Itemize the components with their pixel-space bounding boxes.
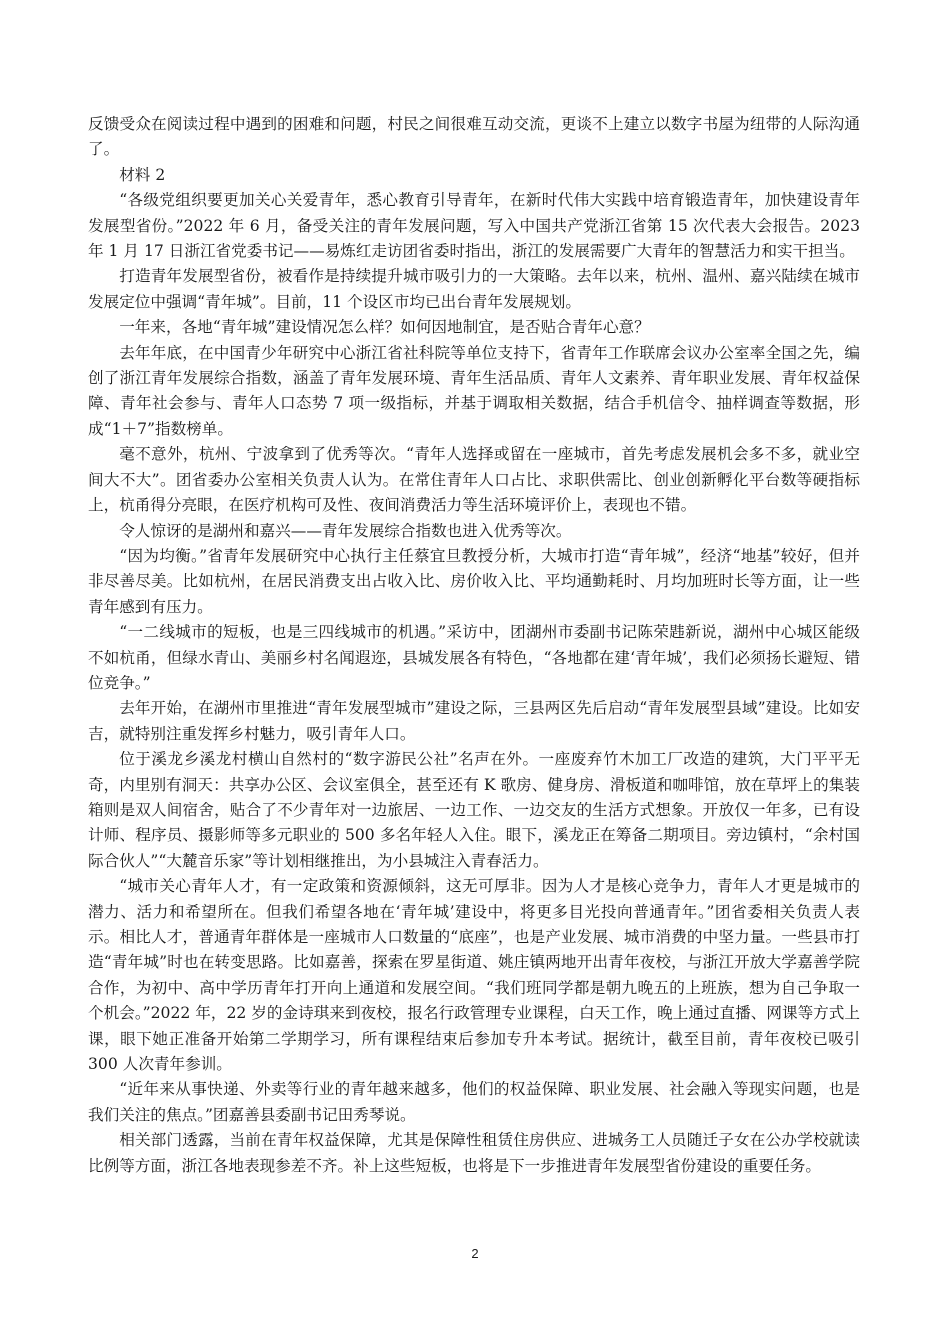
paragraph: 位于溪龙乡溪龙村横山自然村的“数字游民公社”名声在外。一座废弃竹木加工厂改造的建筑，大门平平无奇，内里别有洞天：共享办公区、会议室俱全，甚至还有 K 歌房、健身房、滑板道和咖啡馆，放在草坪上的集装箱则是双人间宿舍，贴合了不少青年对一边旅居、一边工作、一边交友的生活方式想象。开放仅一年多，已有设计师、程序员、摄影师等多元职业的 500 多名年轻人入住。眼下，溪龙正在筹备二期项目。旁边镇村，“余村国际合伙人”“大麓音乐家”等计划相继推出，为小县城注入青春活力。 <box>88 750 860 870</box>
paragraph: “一二线城市的短板，也是三四线城市的机遇。”采访中，团湖州市委副书记陈荣韪新说，湖州中心城区能级不如杭甬，但绿水青山、美丽乡村名闻遐迩，县城发展各有特色，“各地都在建‘青年城’，我们必须扬长避短、错位竞争。” <box>88 623 860 692</box>
paragraph: 去年开始，在湖州市里推进“青年发展型城市”建设之际，三县两区先后启动“青年发展型县域”建设。比如安吉，就特别注重发挥乡村魅力，吸引青年人口。 <box>88 699 860 743</box>
paragraph: “城市关心青年人才，有一定政策和资源倾斜，这无可厚非。因为人才是核心竞争力，青年人才更是城市的潜力、活力和希望所在。但我们希望各地在‘青年城’建设中，将更多目光投向普通青年。”团省委相关负责人表示。相比人才，普通青年群体是一座城市人口数量的“底座”，也是产业发展、城市消费的中坚力量。一些县市打造“青年城”时也在转变思路。比如嘉善，探索在罗星街道、姚庄镇两地开出青年夜校，与浙江开放大学嘉善学院合作，为初中、高中学历青年打开向上通道和发展空间。“我们班同学都是朝九晚五的上班族，想为自己争取一个机会。”2022 年，22 岁的金诗琪来到夜校，报名行政管理专业课程，白天工作，晚上通过直播、网课等方式上课，眼下她正准备开始第二学期学习，所有课程结束后参加专升本考试。据统计，截至目前，青年夜校已吸引 300 人次青年参训。 <box>88 877 860 1074</box>
page-number: 2 <box>471 1246 479 1261</box>
paragraph: “近年来从事快递、外卖等行业的青年越来越多，他们的权益保障、职业发展、社会融入等现实问题，也是我们关注的焦点。”团嘉善县委副书记田秀琴说。 <box>88 1080 860 1124</box>
paragraph: 打造青年发展型省份，被看作是持续提升城市吸引力的一大策略。去年以来，杭州、温州、嘉兴陆续在城市发展定位中强调“青年城”。目前，11 个设区市均已出台青年发展规划。 <box>88 267 860 311</box>
paragraph: 令人惊讶的是湖州和嘉兴——青年发展综合指数也进入优秀等次。 <box>119 521 572 540</box>
paragraph: 相关部门透露，当前在青年权益保障，尤其是保障性租赁住房供应、进城务工人员随迁子女在公办学校就读比例等方面，浙江各地表现参差不齐。补上这些短板，也将是下一步推进青年发展型省份建设的重要任务。 <box>88 1131 860 1175</box>
paragraph: “因为均衡。”省青年发展研究中心执行主任蔡宜旦教授分析，大城市打造“青年城”，经济“地基”较好，但并非尽善尽美。比如杭州，在居民消费支出占收入比、房价收入比、平均通勤耗时、月均加班时长等方面，让一些青年感到有压力。 <box>88 546 860 616</box>
paragraph: 去年年底，在中国青少年研究中心浙江省社科院等单位支持下，省青年工作联席会议办公室率全国之先，编创了浙江青年发展综合指数，涵盖了青年发展环境、青年生活品质、青年人文素养、青年职业发展、青年权益保障、青年社会参与、青年人口态势 7 项一级指标，并基于调取相关数据，结合手机信令、抽样调查等数据，形成“1＋7”指数榜单。 <box>88 343 860 438</box>
document-body <box>88 112 860 1179</box>
paragraph: “各级党组织要更加关心关爱青年，悉心教育引导青年，在新时代伟大实践中培育锻造青年，加快建设青年发展型省份。”2022 年 6 月，备受关注的青年发展问题，写入中国共产党浙江省第 15 次代表大会报告。2023 年 1 月 17 日浙江省党委书记——易炼红走访团省委时指出，浙江的发展需要广大青年的智慧活力和实干担当。 <box>88 191 860 261</box>
section-heading-material-2: 材料 2 <box>119 165 166 184</box>
paragraph: 毫不意外，杭州、宁波拿到了优秀等次。“青年人选择或留在一座城市，首先考虑发展机会多不多，就业空间大不大”。团省委办公室相关负责人认为。在常住青年人口占比、求职供需比、创业创新孵化平台数等硬指标上，杭甬得分亮眼，在医疗机构可及性、夜间消费活力等生活环境评价上，表现也不错。 <box>88 445 860 515</box>
paragraph: 一年来，各地“青年城”建设情况怎么样？如何因地制宜，是否贴合青年心意？ <box>119 318 650 337</box>
paragraph-continuation: 反馈受众在阅读过程中遇到的困难和问题，村民之间很难互动交流，更谈不上建立以数字书屋为纽带的人际沟通了。 <box>88 115 860 159</box>
